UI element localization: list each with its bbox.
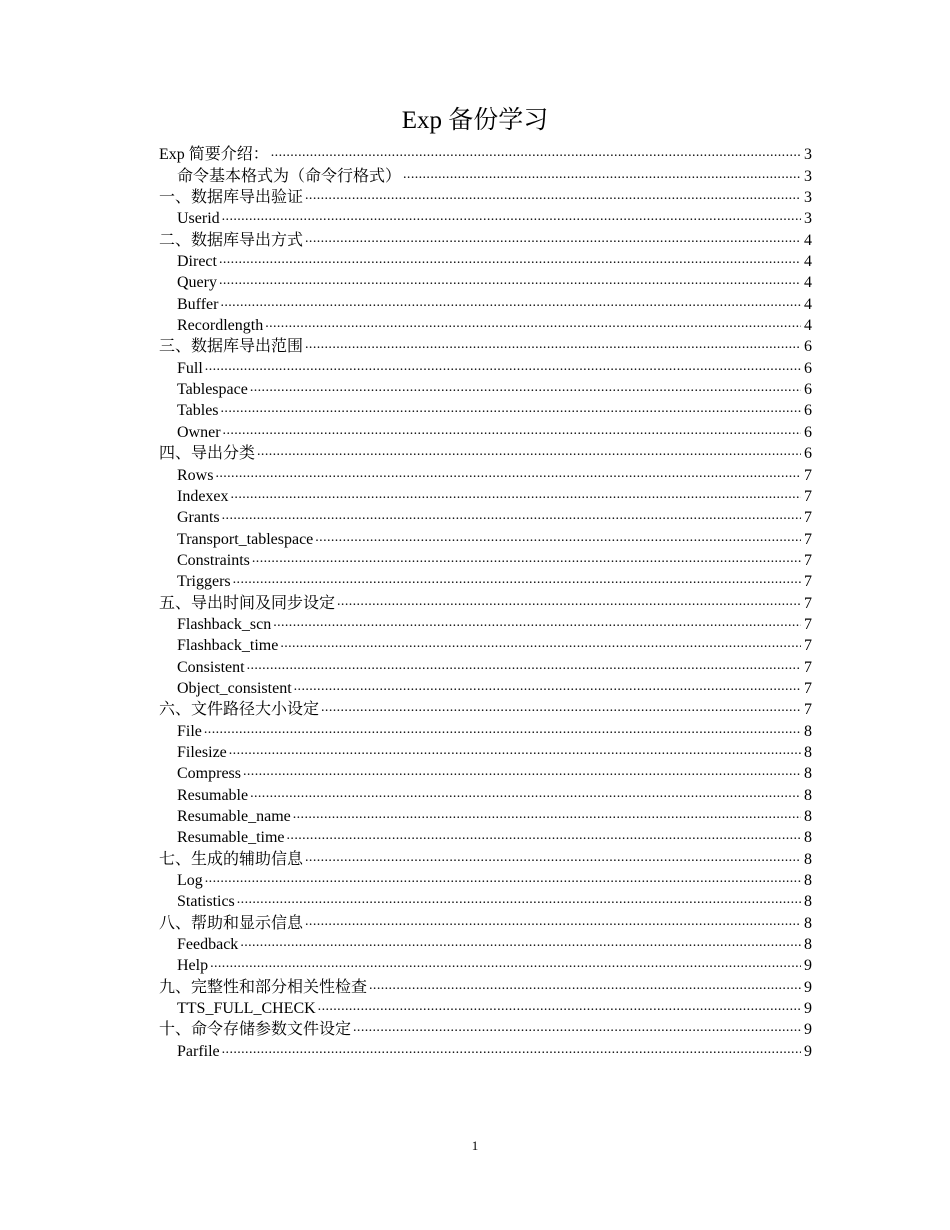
toc-entry[interactable] — [159, 272, 812, 293]
toc-entry-label: Grants — [177, 509, 220, 527]
toc-entry[interactable] — [159, 976, 812, 997]
toc-entry-page: 6 — [804, 445, 812, 463]
toc-entry[interactable] — [159, 635, 812, 656]
toc-entry[interactable] — [159, 315, 812, 336]
toc-leader-dots — [305, 230, 801, 251]
toc-leader-dots — [231, 486, 801, 507]
toc-entry-page: 7 — [804, 679, 812, 697]
toc-leader-dots — [237, 891, 801, 912]
toc-leader-dots — [353, 1019, 801, 1040]
toc-entry-page: 3 — [804, 210, 812, 228]
toc-entry-page: 8 — [804, 850, 812, 868]
toc-entry[interactable] — [159, 891, 812, 912]
toc-entry-label: Userid — [177, 210, 220, 228]
toc-entry-label: TTS_FULL_CHECK — [177, 1000, 316, 1018]
toc-leader-dots — [403, 166, 801, 187]
toc-entry-page: 8 — [804, 786, 812, 804]
toc-entry[interactable] — [159, 400, 812, 421]
toc-entry-page: 7 — [804, 573, 812, 591]
toc-leader-dots — [219, 251, 801, 272]
toc-entry[interactable] — [159, 486, 812, 507]
toc-entry-page: 4 — [804, 231, 812, 249]
toc-entry[interactable] — [159, 571, 812, 592]
toc-leader-dots — [220, 294, 801, 315]
toc-entry-label: Query — [177, 274, 217, 292]
toc-entry-label: Rows — [177, 466, 214, 484]
toc-entry-page: 7 — [804, 637, 812, 655]
toc-entry[interactable] — [159, 934, 812, 955]
toc-entry-page: 6 — [804, 359, 812, 377]
toc-leader-dots — [287, 827, 801, 848]
toc-leader-dots — [205, 870, 801, 891]
toc-entry-label: 七、生成的辅助信息 — [159, 850, 304, 868]
toc-entry[interactable] — [159, 336, 812, 357]
toc-entry-page: 7 — [804, 466, 812, 484]
toc-entry[interactable] — [159, 229, 812, 250]
toc-leader-dots — [305, 913, 801, 934]
toc-entry[interactable] — [159, 763, 812, 784]
toc-entry-label: 二、数据库导出方式 — [159, 231, 304, 249]
toc-leader-dots — [265, 315, 801, 336]
toc-leader-dots — [271, 144, 801, 165]
toc-entry-label: Parfile — [177, 1042, 220, 1060]
toc-entry-label: 八、帮助和显示信息 — [159, 914, 304, 932]
toc-leader-dots — [215, 465, 801, 486]
toc-leader-dots — [221, 400, 801, 421]
toc-entry[interactable] — [159, 912, 812, 933]
toc-leader-dots — [293, 806, 801, 827]
toc-entry-page: 8 — [804, 808, 812, 825]
toc-leader-dots — [337, 593, 801, 614]
toc-entry-label: 三、数据库导出范围 — [159, 338, 304, 356]
toc-entry-label: Transport_tablespace — [177, 530, 314, 548]
toc-entry-page: 7 — [804, 615, 812, 633]
toc-entry-page: 4 — [804, 317, 812, 335]
toc-entry-page: 7 — [804, 509, 812, 527]
toc-leader-dots — [305, 187, 801, 208]
toc-entry-page: 7 — [804, 701, 812, 719]
toc-leader-dots — [294, 678, 801, 699]
toc-entry-page: 8 — [804, 743, 812, 761]
toc-leader-dots — [229, 742, 801, 763]
toc-leader-dots — [223, 422, 801, 443]
toc-entry-label: Filesize — [177, 743, 227, 761]
toc-entry-label: Full — [177, 359, 203, 377]
toc-entry-page: 8 — [804, 872, 812, 890]
toc-entry[interactable] — [159, 720, 812, 741]
toc-leader-dots — [243, 763, 801, 784]
toc-entry-label: Resumable — [177, 786, 249, 804]
page-number: 1 — [471, 1138, 479, 1153]
toc-entry-page: 6 — [804, 423, 812, 441]
toc-entry-label: Resumable_time — [177, 829, 285, 847]
toc-entry[interactable] — [159, 955, 812, 976]
toc-entry-page: 6 — [804, 381, 812, 399]
toc-entry[interactable] — [159, 614, 812, 635]
toc-entry-label: Buffer — [177, 295, 219, 313]
toc-entry-page: 3 — [804, 167, 812, 185]
toc-leader-dots — [250, 785, 801, 806]
toc-entry[interactable] — [159, 827, 812, 848]
toc-entry-page: 9 — [804, 978, 812, 996]
toc-entry-label: Direct — [177, 253, 217, 271]
toc-entry[interactable] — [159, 1040, 812, 1061]
toc-entry-page: 3 — [804, 146, 812, 164]
toc-entry[interactable] — [159, 998, 812, 1019]
toc-entry-label: Tablespace — [177, 381, 248, 399]
toc-entry-label: Constraints — [177, 551, 250, 569]
toc-entry-page: 9 — [804, 1021, 812, 1039]
toc-entry-label: Log — [177, 872, 203, 890]
toc-leader-dots — [252, 550, 801, 571]
toc-entry[interactable] — [159, 379, 812, 400]
toc-entry[interactable] — [159, 784, 812, 805]
toc-entry-label: Compress — [177, 765, 241, 783]
toc-leader-dots — [240, 934, 801, 955]
toc-leader-dots — [210, 955, 801, 976]
toc-entry[interactable] — [159, 806, 812, 827]
toc-entry[interactable] — [159, 678, 812, 699]
toc-entry-page: 7 — [804, 530, 812, 548]
toc-entry[interactable] — [159, 507, 812, 528]
toc-leader-dots — [315, 529, 801, 550]
toc-entry-label: 九、完整性和部分相关性检查 — [159, 978, 368, 996]
toc-leader-dots — [205, 358, 801, 379]
toc-entry-label: 十、命令存储参数文件设定 — [159, 1021, 352, 1039]
toc-entry-label: Flashback_time — [177, 637, 279, 655]
toc-entry-page: 6 — [804, 338, 812, 356]
toc-entry-page: 7 — [804, 551, 812, 569]
toc-entry[interactable] — [159, 464, 812, 485]
toc-leader-dots — [222, 208, 801, 229]
toc-entry-page: 9 — [804, 1042, 812, 1060]
toc-entry[interactable] — [159, 187, 812, 208]
toc-entry-page: 9 — [804, 957, 812, 975]
toc-entry[interactable] — [159, 357, 812, 378]
toc-entry[interactable] — [159, 699, 812, 720]
toc-leader-dots — [204, 721, 801, 742]
toc-entry-page: 4 — [804, 274, 812, 292]
toc-leader-dots — [233, 571, 801, 592]
toc-entry-label: Flashback_scn — [177, 615, 272, 633]
toc-entry[interactable] — [159, 656, 812, 677]
toc-leader-dots — [321, 699, 801, 720]
toc-entry-page: 6 — [804, 402, 812, 420]
toc-entry-label: Statistics — [177, 893, 235, 911]
toc-entry-label: Help — [177, 957, 209, 975]
toc-entry-label: Exp 简要介绍： — [159, 146, 269, 164]
toc-entry-label: Resumable_name — [177, 808, 291, 825]
toc-entry-page: 4 — [804, 295, 812, 313]
table-of-contents — [159, 144, 812, 1062]
toc-entry[interactable] — [159, 208, 812, 229]
toc-entry-label: Object_consistent — [177, 679, 292, 697]
toc-entry-label: Tables — [177, 402, 219, 420]
toc-leader-dots — [305, 336, 801, 357]
toc-entry-label: Triggers — [177, 573, 231, 591]
toc-entry[interactable] — [159, 870, 812, 891]
toc-entry-page: 8 — [804, 936, 812, 954]
toc-leader-dots — [222, 1041, 801, 1062]
toc-leader-dots — [305, 849, 801, 870]
toc-leader-dots — [273, 614, 801, 635]
toc-leader-dots — [247, 657, 801, 678]
toc-entry-page: 8 — [804, 765, 812, 783]
toc-entry-page: 7 — [804, 594, 812, 612]
toc-entry[interactable] — [159, 1019, 812, 1040]
toc-entry-page: 8 — [804, 722, 812, 740]
toc-entry[interactable] — [159, 742, 812, 763]
toc-entry[interactable] — [159, 592, 812, 613]
toc-entry[interactable] — [159, 528, 812, 549]
toc-entry-label: 六、文件路径大小设定 — [159, 701, 320, 719]
toc-entry[interactable] — [159, 848, 812, 869]
toc-entry-page: 3 — [804, 189, 812, 207]
toc-entry-page: 8 — [804, 893, 812, 911]
toc-leader-dots — [369, 977, 801, 998]
toc-entry-page: 8 — [804, 914, 812, 932]
toc-entry[interactable] — [159, 293, 812, 314]
toc-entry-label: Owner — [177, 423, 221, 441]
toc-leader-dots — [280, 635, 801, 656]
toc-entry-label: Consistent — [177, 658, 245, 676]
toc-entry-page: 4 — [804, 253, 812, 271]
toc-entry[interactable] — [159, 443, 812, 464]
toc-entry-page: 7 — [804, 487, 812, 505]
toc-entry-label: Recordlength — [177, 317, 264, 335]
toc-entry[interactable] — [159, 251, 812, 272]
toc-entry-page: 8 — [804, 829, 812, 847]
toc-entry[interactable] — [159, 421, 812, 442]
toc-leader-dots — [318, 998, 801, 1019]
toc-leader-dots — [222, 507, 801, 528]
toc-leader-dots — [219, 272, 801, 293]
toc-leader-dots — [250, 379, 801, 400]
toc-entry-page: 7 — [804, 658, 812, 676]
toc-entry-label: 四、导出分类 — [159, 445, 256, 463]
toc-entry[interactable] — [159, 550, 812, 571]
toc-entry-label: 命令基本格式为（命令行格式） — [177, 167, 402, 185]
toc-leader-dots — [257, 443, 801, 464]
toc-entry-label: Indexex — [177, 487, 229, 505]
document-title: Exp 备份学习 — [401, 107, 549, 134]
toc-entry-label: 五、导出时间及同步设定 — [159, 594, 336, 612]
toc-entry[interactable] — [159, 165, 812, 186]
toc-entry-label: File — [177, 722, 202, 740]
toc-entry-label: 一、数据库导出验证 — [159, 189, 304, 207]
toc-entry[interactable] — [159, 144, 812, 165]
toc-entry-label: Feedback — [177, 936, 239, 954]
toc-entry-page: 9 — [804, 1000, 812, 1018]
